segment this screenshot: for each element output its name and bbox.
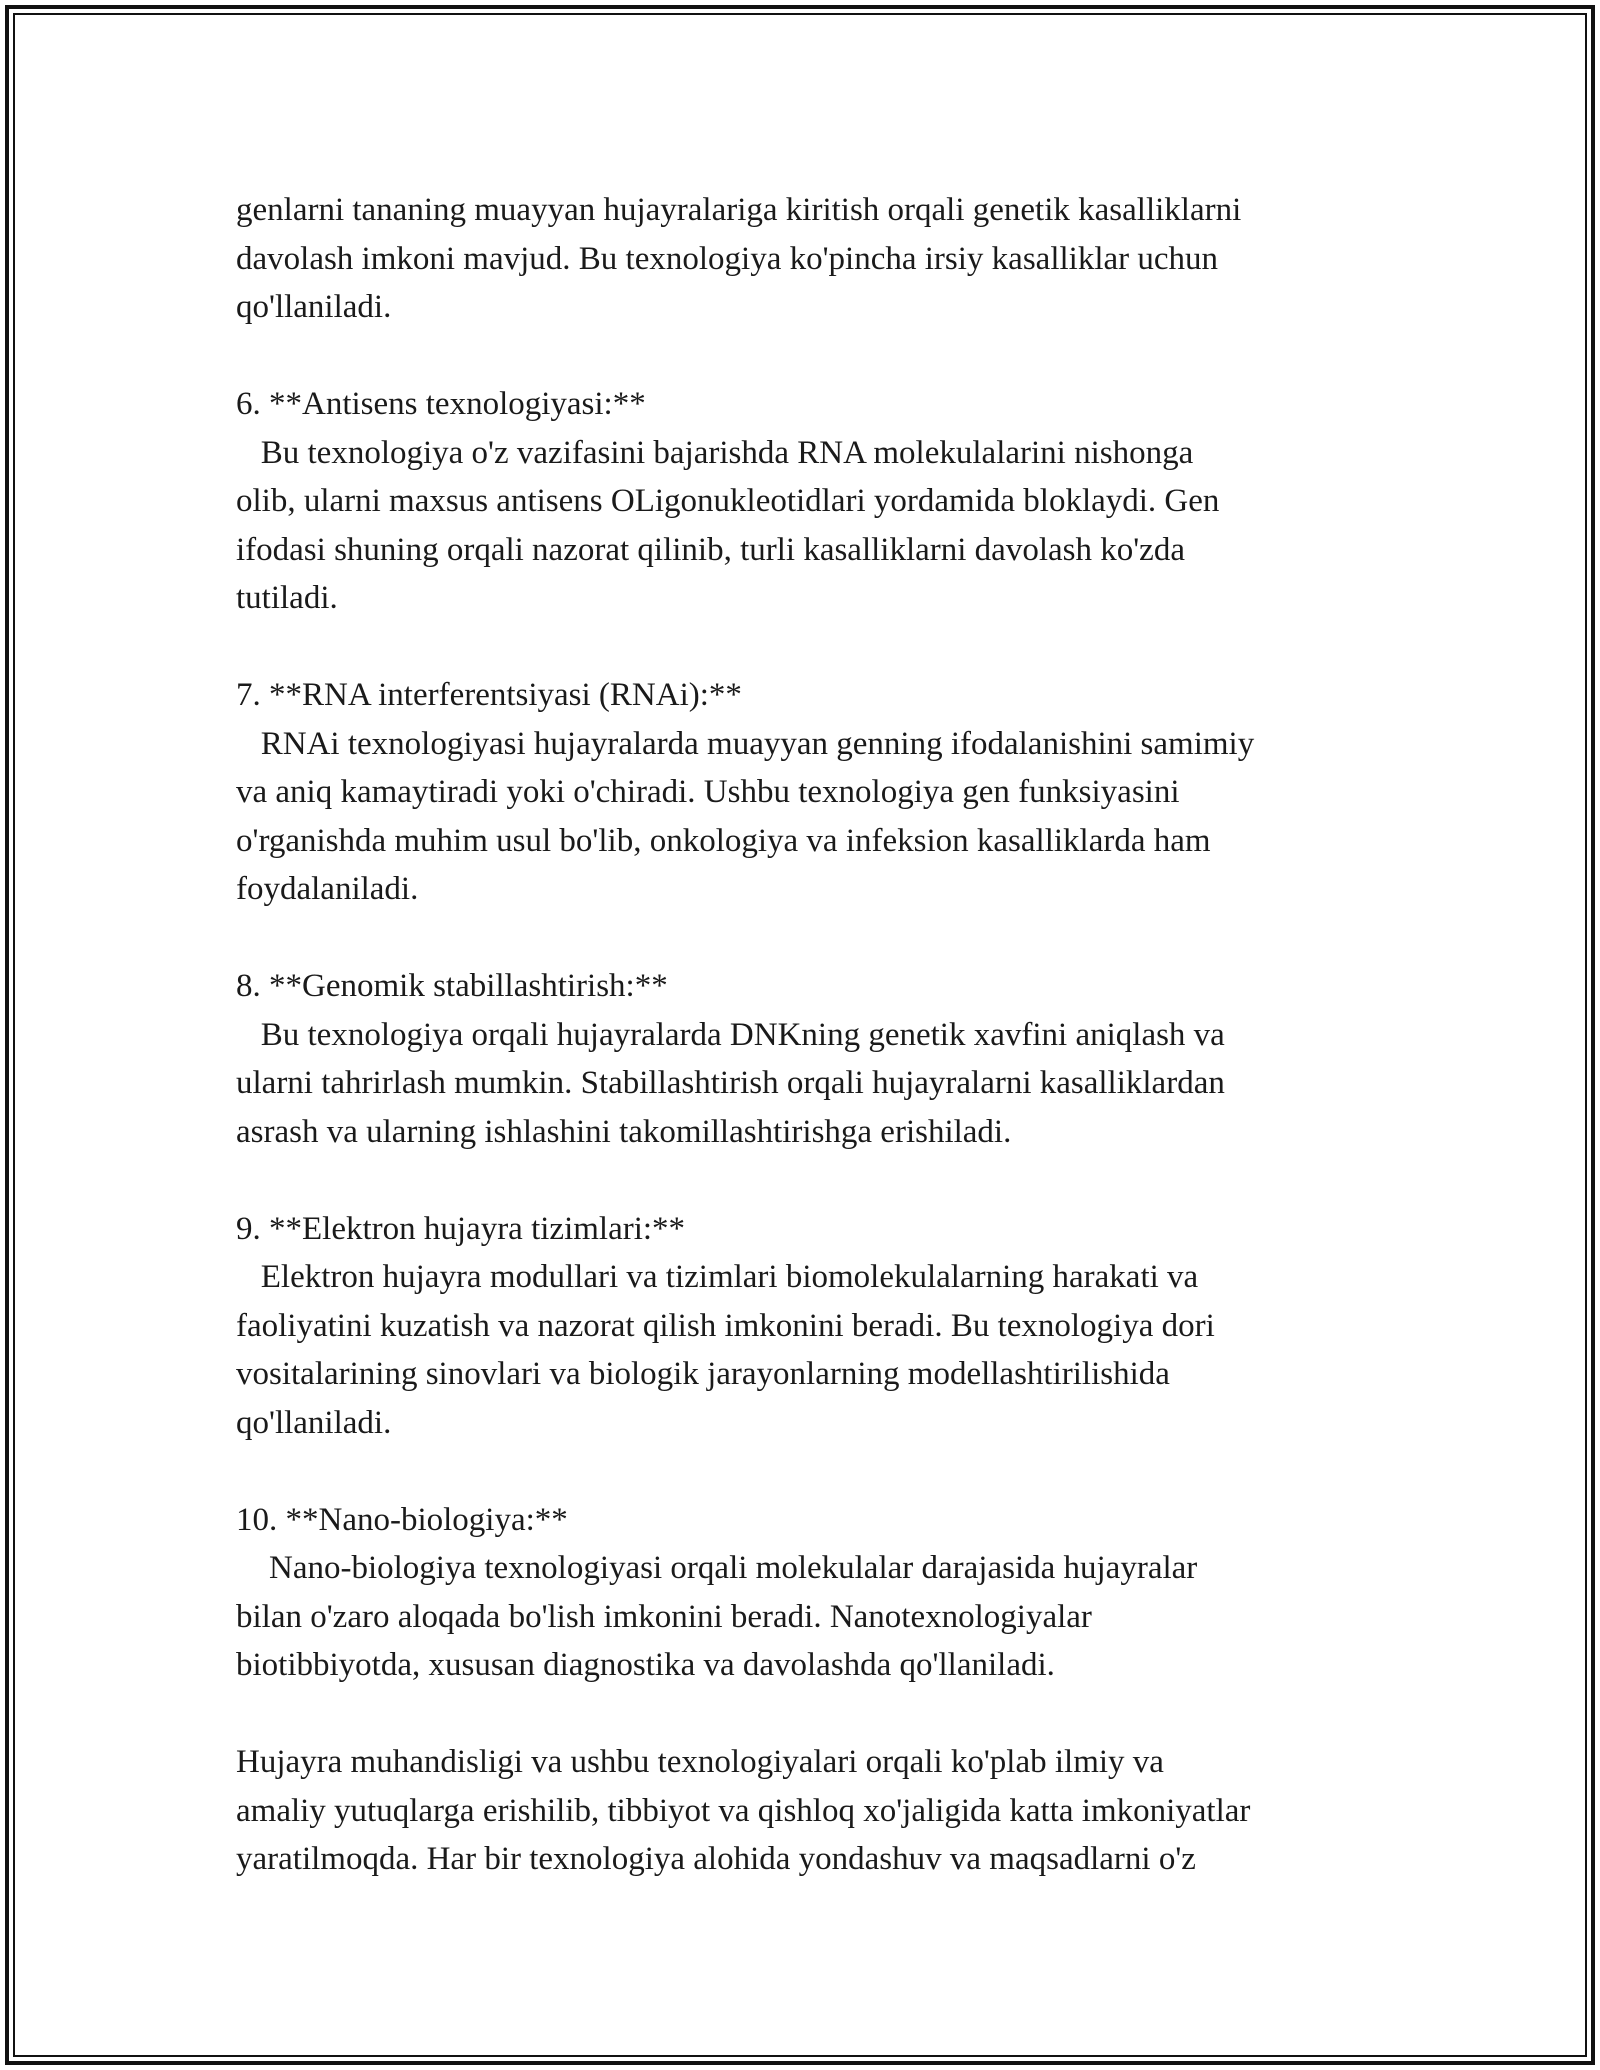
section-text: Elektron hujayra modullari va tizimlari biomolekulalarning harakati va faoliyatini kuzatish va nazorat qilish imkonini beradi. Bu texnologiya dori vositalarining sinovlari va biologik jarayonlarning modellashtirilishida qo'llaniladi. [236, 1259, 1215, 1441]
paragraph-gap [236, 1690, 1386, 1739]
document-body [236, 186, 1386, 1884]
section-text: Bu texnologiya orqali hujayralarda DNKning genetik xavfini aniqlash va ularni tahrirlash mumkin. Stabillashtirish orqali hujayralarni kasalliklardan asrash va ularning ishlashini takomillashtirishga erishiladi. [236, 1016, 1225, 1150]
section-heading: 8. **Genomik stabillashtirish:** [236, 968, 668, 1004]
paragraph-gap [236, 623, 1386, 672]
section-nano [236, 1496, 1386, 1690]
section-heading: 10. **Nano-biologiya:** [236, 1501, 568, 1538]
paragraph-gap [236, 332, 1386, 381]
section-text: Bu texnologiya o'z vazifasini bajarishda RNA molekulalarini nishonga olib, ularni maxsus antisens OLigonukleotidlari yordamida bloklaydi. Gen ifodasi shuning orqali nazorat qilinib, turli kasalliklarni davolash ko'zda tutiladi. [236, 434, 1220, 616]
section-heading: 9. **Elektron hujayra tizimlari:** [236, 1210, 686, 1247]
intro-paragraph: genlarni tananing muayyan hujayralariga kiritish orqali genetik kasalliklarni davolash imkoni mavjud. Bu texnologiya ko'pincha irsiy kasalliklar uchun qo'llaniladi. [236, 192, 1242, 325]
section-antisens [236, 380, 1386, 623]
section-text: RNAi texnologiyasi hujayralarda muayyan genning ifodalanishini samimiy va aniq kamaytiradi yoki o'chiradi. Ushbu texnologiya gen funksiyasini o'rganishda muhim usul bo'lib, onkologiya va infeksion kasalliklarda ham foydalaniladi. [236, 725, 1255, 907]
paragraph-gap [236, 914, 1386, 963]
section-text: Nano-biologiya texnologiyasi orqali molekulalar darajasida hujayralar bilan o'zaro aloqada bo'lish imkonini beradi. Nanotexnologiyalar biotibbiyotda, xususan diagnostika va davolashda qo'llaniladi. [236, 1550, 1198, 1683]
section-heading: 6. **Antisens texnologiyasi:** [236, 386, 646, 422]
closing-paragraph: Hujayra muhandisligi va ushbu texnologiyalari orqali ko'plab ilmiy va amaliy yutuqlarga erishilib, tibbiyot va qishloq xo'jaligida katta imkoniyatlar yaratilmoqda. Har bir texnologiya alohida yondashuv va maqsadlarni o'z [236, 1744, 1251, 1877]
section-rnai [236, 671, 1386, 914]
section-genomik [236, 962, 1386, 1156]
section-elektron [236, 1205, 1386, 1448]
paragraph-gap [236, 1447, 1386, 1496]
paragraph-gap [236, 1156, 1386, 1205]
section-heading: 7. **RNA interferentsiyasi (RNAi):** [236, 677, 742, 713]
